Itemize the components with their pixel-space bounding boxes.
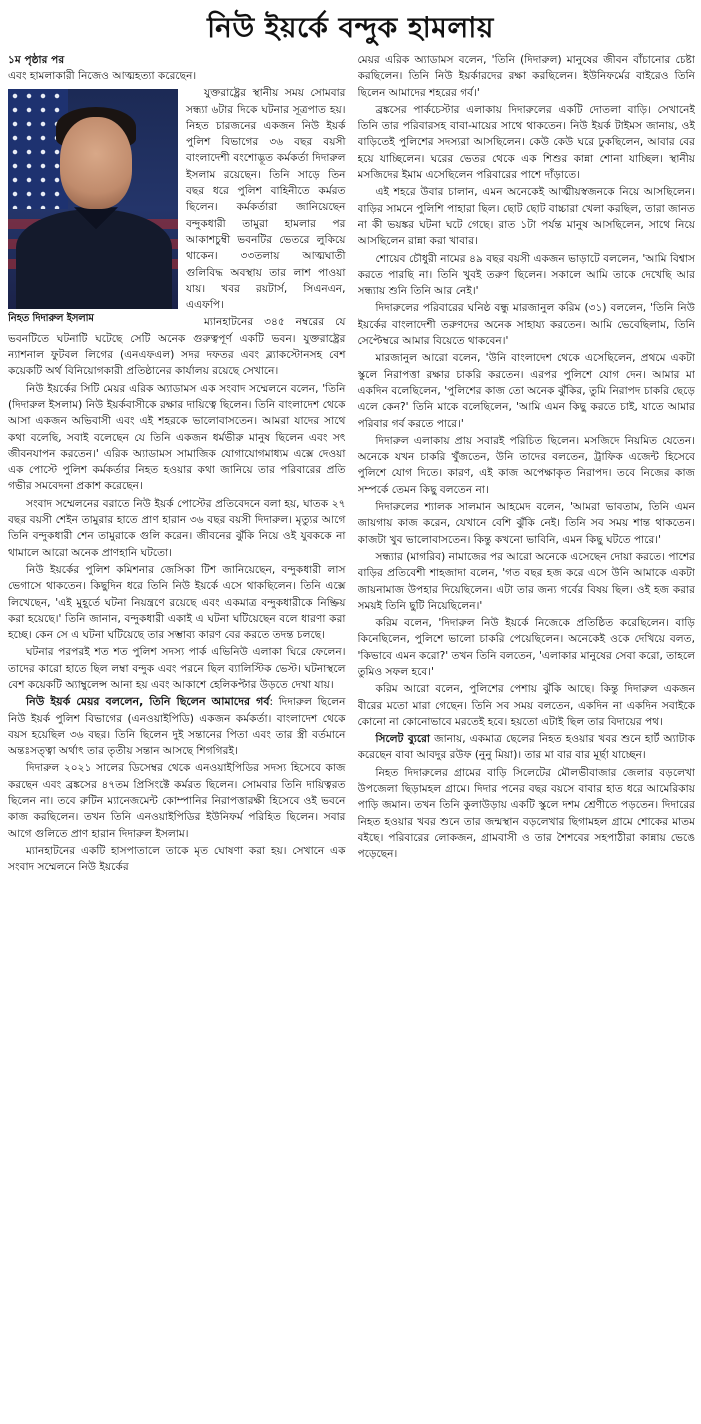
paragraph: দিদারুলের পরিবারের ঘনিষ্ঠ বন্ধু মারজানুল করিম (৩১) বললেন, 'তিনি নিউ ইয়র্কের বাংলাদেশী তরুণদের অনেক সাহায্য করতেন। আমি ভেবেছিলাম, তিনি সেপ্টেম্বরে আমার বিয়েতে থাকবেন।' [357, 302, 695, 348]
paragraph: ম্যানহাটনের একটি হাসপাতালে তাকে মৃত ঘোষণা করা হয়। সেখানে এক সংবাদ সম্মেলনে নিউ ইয়র্কের [8, 844, 346, 874]
paragraph: সন্ধ্যার (মাগরিব) নামাজের পর আরো অনেকে এসেছেন দোয়া করতে। পাশের বাড়ির প্রতিবেশী শাহজাদা বলেন, 'গত বছর হজ করে এসে উনি আমাকে একটা জায়নামাজ উপহার দিয়েছিলেন। এটা তার জন্য গর্বের বিষয় ছিল। ওই হজ করার সময়ই তিনি ছুটি নিয়েছিলেন।' [357, 550, 695, 612]
paragraph: এই শহরে উবার চালান, এমন অনেকেই আত্মীয়স্বজনকে নিয়ে আসছিলেন। বাড়ির সামনে পুলিশি পাহারা ছিল। ছোট ছোট বাচ্চারা খেলা করছিল, তারা জানত না কী ভয়ঙ্কর ঘটনা ঘটে গেছে। রাত ১টা পর্যন্ত মানুষ আসছিলেন, সাথে নিয়ে আসছিলেন রান্না করা খাবার। [357, 186, 695, 248]
paragraph: নিউ ইয়র্কের পুলিশ কমিশনার জেসিকা টিশ জানিয়েছেন, বন্দুকধারী লাস ভেগাসে থাকতেন। কিছুদিন ধরে তিনি নিউ ইয়র্কে এসে থাকছিলেন। তিনি এক্সে লিখেছেন, 'এই মুহূর্তে ঘটনা নিয়ন্ত্রণে রয়েছে এবং একমাত্র বন্দুকধারীকে নিষ্ক্রিয় করা হয়েছে।' তিনি জানান, বন্দুকধারী একাই এ ঘটনা ঘটিয়েছেন বলে ধারণা করা হচ্ছে। কেন সে এ ঘটনা ঘটিয়েছে তার সম্ভাব্য কারণ বের করতে তদন্ত চলছে। [8, 563, 346, 642]
photo-caption: নিহত দিদারুল ইসলাম [8, 313, 94, 325]
left-column [8, 52, 346, 1418]
paragraph: নিউ ইয়র্কের সিটি মেয়র এরিক অ্যাডামস এক সংবাদ সম্মেলনে বলেন, 'তিনি (দিদারুল ইসলাম) নিউ ইয়র্কবাসীকে রক্ষার দায়িত্বে ছিলেন। তিনি বাংলাদেশ থেকে আসা একজন অভিবাসী এবং এই শহরকে ভালোবাসতেন। আমরা যাদের সাথে কথা বলেছি, সবাই বলেছেন যে তিনি একজন ধর্মভীরু মানুষ ছিলেন এবং সৎ জীবনযাপন করতেন।' এরিক অ্যাডামস সামাজিক যোগাযোগমাধ্যম এক্সে দেওয়া এক পোস্টে পুলিশ কর্মকর্তার নিহত হওয়ার কথা জানিয়ে তার পরিবারের প্রতি গভীর সমবেদনা প্রকাশ করেছেন। [8, 382, 346, 493]
bureau-label: সিলেট ব্যুরো [375, 733, 430, 746]
right-column [358, 52, 696, 1418]
paragraph: যুক্তরাষ্ট্রের স্থানীয় সময় সোমবার সন্ধ্যা ৬টার দিকে ঘটনার সূত্রপাত হয়। নিহত চারজনের একজন নিউ ইয়র্ক পুলিশ বিভাগের ৩৬ বছর বয়সী বাংলাদেশী বংশোদ্ভূত কর্মকর্তা দিদারুল ইসলাম রয়েছেন। তিনি সাড়ে তিন বছর ধরে পুলিশ বাহিনীতে কর্মরত ছিলেন। কর্মকর্তারা জানিয়েছেন বন্দুকধারী তামুরা হামলার পর আকাশচুম্বী ভবনটির ভেতরে লুকিয়ে থাকেন। ৩৩তলায় আত্মঘাতী গুলিবিদ্ধ অবস্থায় তার লাশ পাওয়া যায়। খবর রয়টার্স, সিএনএন, এএফপি। [186, 87, 346, 312]
article-body [8, 52, 695, 1418]
paragraph: নিহত দিদারুলের গ্রামের বাড়ি সিলেটের মৌলভীবাজার জেলার বড়লেখা উপজেলা ছিড়ামহল গ্রামে। দিদার পনের বছর বয়সে বাবার হাত ধরে আমেরিকায় পাড়ি জমান। তখন তিনি কুলাউড়ায় একটি স্কুলে দশম শ্রেণীতে পড়তেন। দিদারের নিহত হওয়ার খবর শুনে তার জন্মস্থান বড়লেখার ছিগামহল গ্রামে শোকের মাতম বইছে। পরিবারের লোকজন, গ্রামবাসী ও তার শৈশবের সহপাঠীরা কান্নায় ভেঙে পড়েছেন। [357, 766, 695, 861]
continued-label: ১ম পৃষ্ঠার পর [8, 54, 65, 66]
paragraph: এবং হামলাকারী নিজেও আত্মহত্যা করেছেন। [8, 70, 197, 82]
paragraph: মারজানুল আরো বলেন, 'উনি বাংলাদেশ থেকে এসেছিলেন, প্রথমে একটা স্কুলে নিরাপত্তা রক্ষার চাকরি করতেন। এরপর পুলিশে যোগ দেন। আমার মা একদিন বলেছিলেন, 'পুলিশের কাজ তো অনেক ঝুঁকির, তুমি নিরাপদ চাকরি ছেড়ে এলে কেন?' তিনি মাকে বলেছিলেন, 'আমি এমন কিছু করতে চাই, যাতে আমার পরিবার গর্ব করতে পারে।' [357, 352, 695, 430]
paragraph: করিম আরো বলেন, পুলিশের পেশায় ঝুঁকি আছে। কিন্তু দিদারুল একজন বীরের মতো মারা গেছেন। তিনি সব সময় বলতেন, একদিন না একদিন সবাইকে কোনো না কোনোভাবে মরতেই হবে। হয়তো এটাই ছিল তার বিদায়ের পথ। [357, 683, 695, 728]
paragraph: ব্রঙ্কসের পার্কচেস্টার এলাকায় দিদারুলের একটি দোতলা বাড়ি। সেখানেই তিনি তার পরিবারসহ বাবা-মায়ের সাথে থাকতেন। নিউ ইয়র্ক টাইমস জানায়, ওই বাড়িতেই পুলিশের সদস্যরা আসছিলেন। কেউ কেউ ঘরে ঢুকছিলেন, আবার বের হয়ে যাচ্ছিলেন। ঘরের ভেতর থেকে এক শিশুর কান্না শোনা যাচ্ছিল। স্থানীয় মসজিদের ইমাম এসেছিলেন পরিবারের পাশে দাঁড়াতে। [357, 103, 695, 182]
paragraph: দিদারুলের শ্যালক সালমান আহমেদ বলেন, 'আমরা ভাবতাম, তিনি এমন জায়গায় কাজ করেন, যেখানে বেশি ঝুঁকি নেই। তিনি সব সময় শান্ত থাকতেন। কাজটা খুব ভালোবাসতেন। কিন্তু কখনো ভাবিনি, এমন কিছু ঘটতে পারে।' [357, 501, 695, 546]
paragraph: মেয়র এরিক অ্যাডামস বলেন, 'তিনি (দিদারুল) মানুষের জীবন বাঁচানোর চেষ্টা করছিলেন। তিনি নিউ ইয়র্কারদের রক্ষা করছিলেন। ইউনিফর্মের বাইরেও তিনি ছিলেন আমাদের শহরের গর্ব।' [357, 54, 695, 99]
paragraph: দিদারুল এলাকায় প্রায় সবারই পরিচিত ছিলেন। মসজিদে নিয়মিত যেতেন। অনেকে যখন চাকরি খুঁজতেন, উনি তাদের বলতেন, ট্রাফিক এজেন্ট হিসেবে পুলিশে যোগ দিতে। কারণ, এই কাজ অপেক্ষাকৃত নিরাপদ। তবে নিজের কাজ সম্পর্কে তেমন কিছু বলতেন না। [357, 434, 695, 496]
photo-block [8, 89, 178, 326]
subheading: নিউ ইয়র্ক মেয়র বললেন, তিনি ছিলেন আমাদের গর্ব [26, 695, 270, 709]
headline: নিউ ইয়র্কে বন্দুক হামলায় [207, 11, 494, 44]
paragraph: জানায়, একমাত্র ছেলের নিহত হওয়ার খবর শুনে হার্ট অ্যাটাক করেছেন বাবা আবদুর রউফ (নুনু মিয়া)। তার মা বার বার মূর্ছা যাচ্ছেন। [357, 733, 695, 762]
paragraph: দিদারুল ২০২১ সালের ডিসেম্বর থেকে এনওয়াইপিডির সদস্য হিসেবে কাজ করছেন এবং ব্রঙ্কসের ৪৭তম প্রিসিংক্টে কর্মরত ছিলেন। সোমবার তিনি দায়িত্বরত ছিলেন না। তবে রুটিন ম্যানেজমেন্ট কোম্পানির নিরাপত্তারক্ষী হিসেবে ওই ভবনে কাজ করছিলেন। তখন তিনি এনওয়াইপিডির ইউনিফর্ম পরিহিত ছিলেন। সবার আগে গুলিতে প্রাণ হারান দিদারুল ইসলাম। [8, 762, 346, 840]
paragraph: সংবাদ সম্মেলনের বরাতে নিউ ইয়র্ক পোস্টের প্রতিবেদনে বলা হয়, ঘাতক ২৭ বছর বয়সী শেইন তামুরার হাতে প্রাণ হারান ৩৬ বছর বয়সী দিদারুল। মৃত্যুর আগে তিনি বন্দুকধারী শেন তামুরাকে গুলি করেন। জীবনের ঝুঁকি নিয়ে ওই যুবককে না থামালে আরো অনেক প্রাণহানি ঘটতো। [8, 497, 346, 559]
paragraph: ঘটনার পরপরই শত শত পুলিশ সদস্য পার্ক এভিনিউ এলাকা ঘিরে ফেলেন। তাদের কারো হাতে ছিল লম্বা বন্দুক এবং পরনে ছিল ব্যালিস্টিক ভেস্ট। ঘটনাস্থলে বেশ কয়েকটি অ্যাম্বুলেন্স আনা হয় এবং আকাশে হেলিকপ্টার উড়তে দেখা যায়। [8, 646, 346, 691]
officer-photo [8, 89, 178, 309]
paragraph: : দিদারুল ছিলেন নিউ ইয়র্ক পুলিশ বিভাগের (এনওয়াইপিডি) একজন কর্মকর্তা। বাংলাদেশ থেকে বয়স হয়েছিল ৩৬ বছর। তিনি ছিলেন দুই সন্তানের পিতা এবং তার স্ত্রী বর্তমানে অন্তঃসত্ত্বা অর্থাৎ তার তৃতীয় সন্তান আসছে শিগগিরই। [8, 696, 346, 758]
paragraph: ম্যানহাটনের ৩৪৫ নম্বরের যে ভবনটিতে ঘটনাটি ঘটেছে সেটি অনেক গুরুত্বপূর্ণ একটি ভবন। যুক্তরাষ্ট্রের ন্যাশনাল ফুটবল লিগের (এনএফএল) সদর দফতর এবং ব্ল্যাকস্টোনসহ বেশ কয়েকটি অর্থ বিনিয়োগকারী প্রতিষ্ঠানের কার্যালয় রয়েছে সেখানে। [8, 316, 346, 378]
paragraph: শোয়েব চৌধুরী নামের ৪৯ বছর বয়সী একজন ভাড়াটে বললেন, 'আমি বিশ্বাস করতে পারছি না। তিনি খুবই তরুণ ছিলেন। সকালে আমি তাকে দেখেছি আর সন্ধ্যায় শুনি তিনি আর নেই।' [357, 252, 695, 298]
paragraph: করিম বলেন, 'দিদারুল নিউ ইয়র্কে নিজেকে প্রতিষ্ঠিত করেছিলেন। বাড়ি কিনেছিলেন, পুলিশে ভালো চাকরি পেয়েছিলেন। অনেকেই ওকে দেখিয়ে বলত, 'কিভাবে এমন করো?' তখন তিনি বলতেন, 'এলাকার মানুষের সেবা করো, তাহলে তুমিও সফল হবে।' [357, 617, 695, 678]
